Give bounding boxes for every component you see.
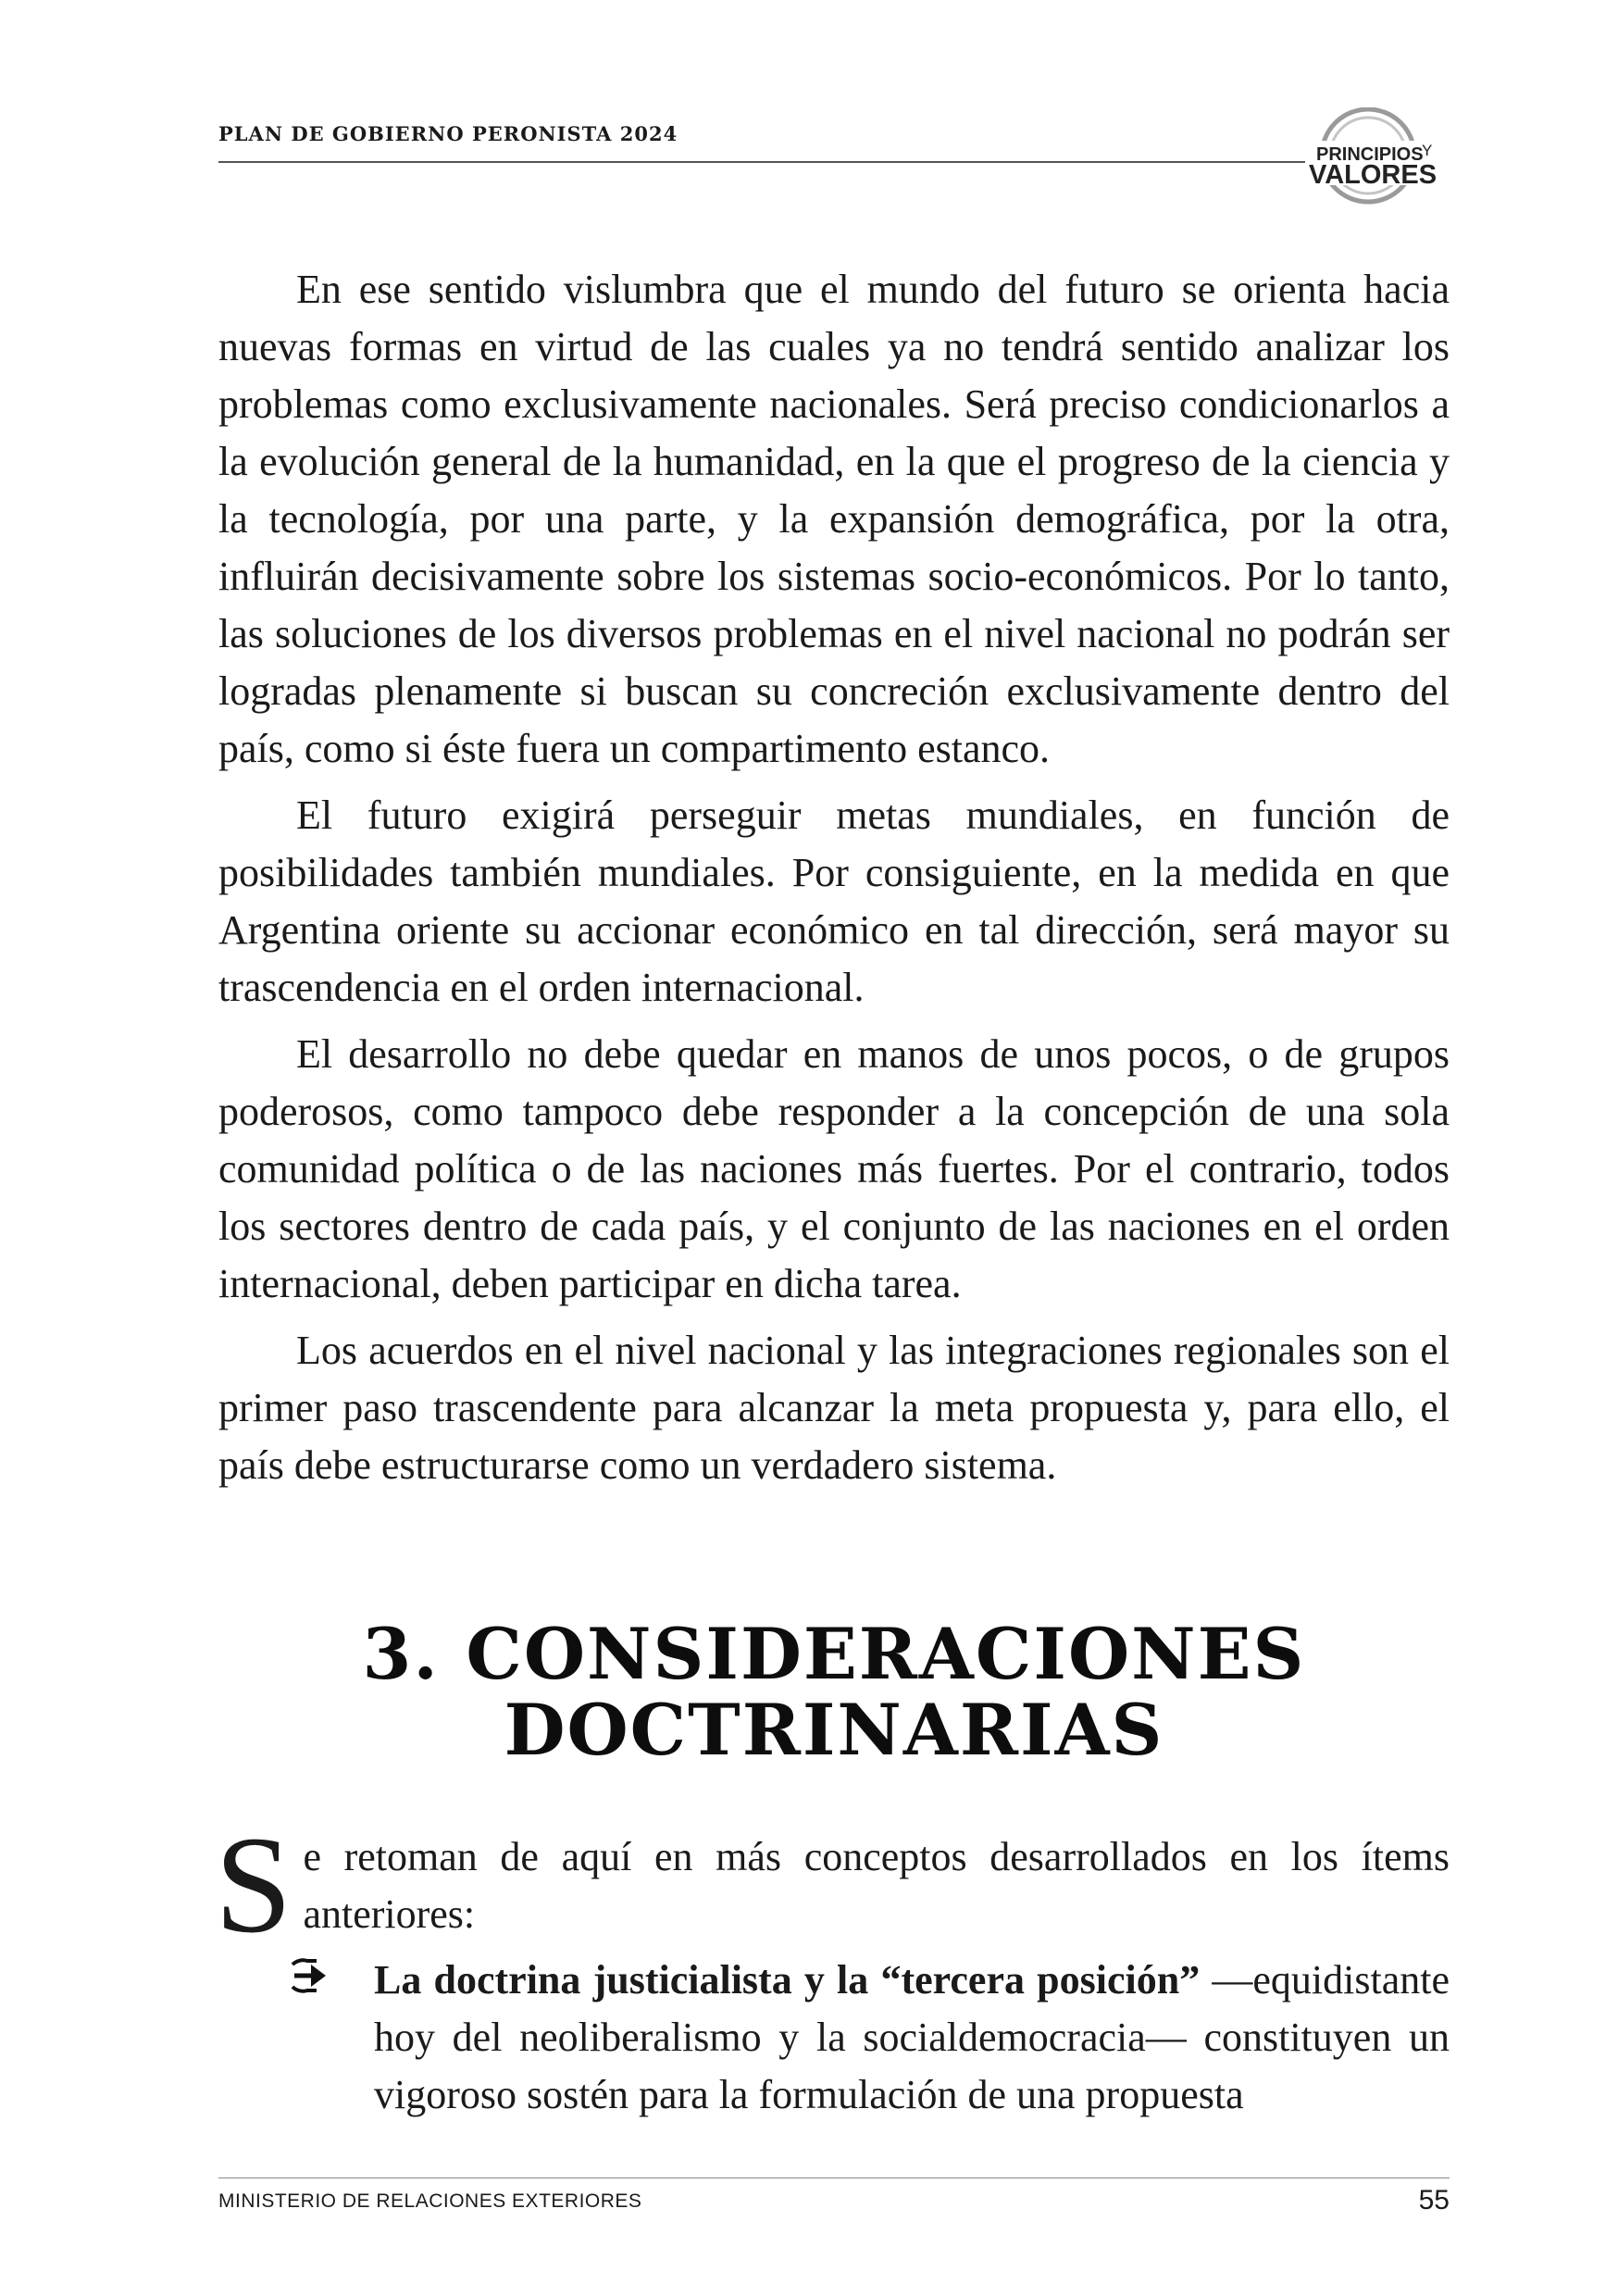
section-heading-line2: DOCTRINARIAS	[504, 1689, 1164, 1771]
section-heading	[218, 1613, 1450, 1771]
paragraph-3: El desarrollo no debe quedar en manos de unos pocos, o de grupos poderosos, como tampoco debe responder a la concepción de una sola comunidad política o de las naciones más fuertes. Por el contrario, todos los sectores dentro de cada país, y el conjunto de las naciones en el orden internacional, deben participar en dicha tarea.	[218, 1031, 1450, 1306]
intro-paragraph	[215, 1808, 1450, 1962]
body-text	[218, 261, 1450, 1504]
header-rule	[218, 161, 1306, 163]
footer-publisher: MINISTERIO DE RELACIONES EXTERIORES	[218, 2190, 642, 2212]
paragraph-1: En ese sentido vislumbra que el mundo del futuro se orienta hacia nuevas formas en virtud de las cuales ya no tendrá sentido analizar los problemas como exclusivamente nacionales. Será preciso condicionarlos a la evolución general de la humanidad, en la que el progreso de la ciencia y la tecnología, por una parte, y la expansión demográfica, por la otra, influirán decisivamente sobre los sistemas socio-económicos. Por lo tanto, las soluciones de los diversos problemas en el nivel nacional no podrán ser logradas plenamente si buscan su concreción exclusivamente dentro del país, como si éste fuera un compartimento estanco.	[218, 267, 1450, 771]
drop-cap: S	[215, 1808, 292, 1962]
page-number: 55	[1418, 2185, 1450, 2215]
logo-line1: PRINCIPIOS	[1316, 144, 1424, 165]
bullet-body: —equidistante hoy del neoliberalismo y la socialdemocracia— constituyen un vigoroso sostén para la formulación de una propuesta	[374, 1957, 1450, 2117]
running-header-title: PLAN DE GOBIERNO PERONISTA 2024	[218, 122, 678, 145]
paragraph-2: El futuro exigirá perseguir metas mundiales, en función de posibilidades también mundiales. Por consiguiente, en la medida en que Argentina oriente su accionar económico en tal dirección, será mayor su trascendencia en el orden internacional.	[218, 792, 1450, 1010]
principios-valores-logo	[1292, 107, 1464, 209]
bullet-bold-lead: La doctrina justicialista y la “tercera posición”	[374, 1957, 1201, 2003]
bullet-text	[374, 1952, 1450, 2124]
section-heading-line1: 3. CONSIDERACIONES	[362, 1613, 1306, 1695]
logo-line1-suffix: Y	[1422, 142, 1433, 159]
footer-rule	[218, 2177, 1450, 2178]
bullet-item	[289, 1952, 1450, 2124]
intro-text: e retoman de aquí en más conceptos desarrollados en los ítems anteriores:	[303, 1834, 1450, 1937]
logo-line2: VALORES	[1309, 160, 1438, 190]
paragraph-4: Los acuerdos en el nivel nacional y las integraciones regionales son el primer paso trascendente para alcanzar la meta propuesta y, para ello, el país debe estructurarse como un verdadero sistema.	[218, 1328, 1450, 1488]
arrow-right-icon	[289, 1957, 330, 1994]
